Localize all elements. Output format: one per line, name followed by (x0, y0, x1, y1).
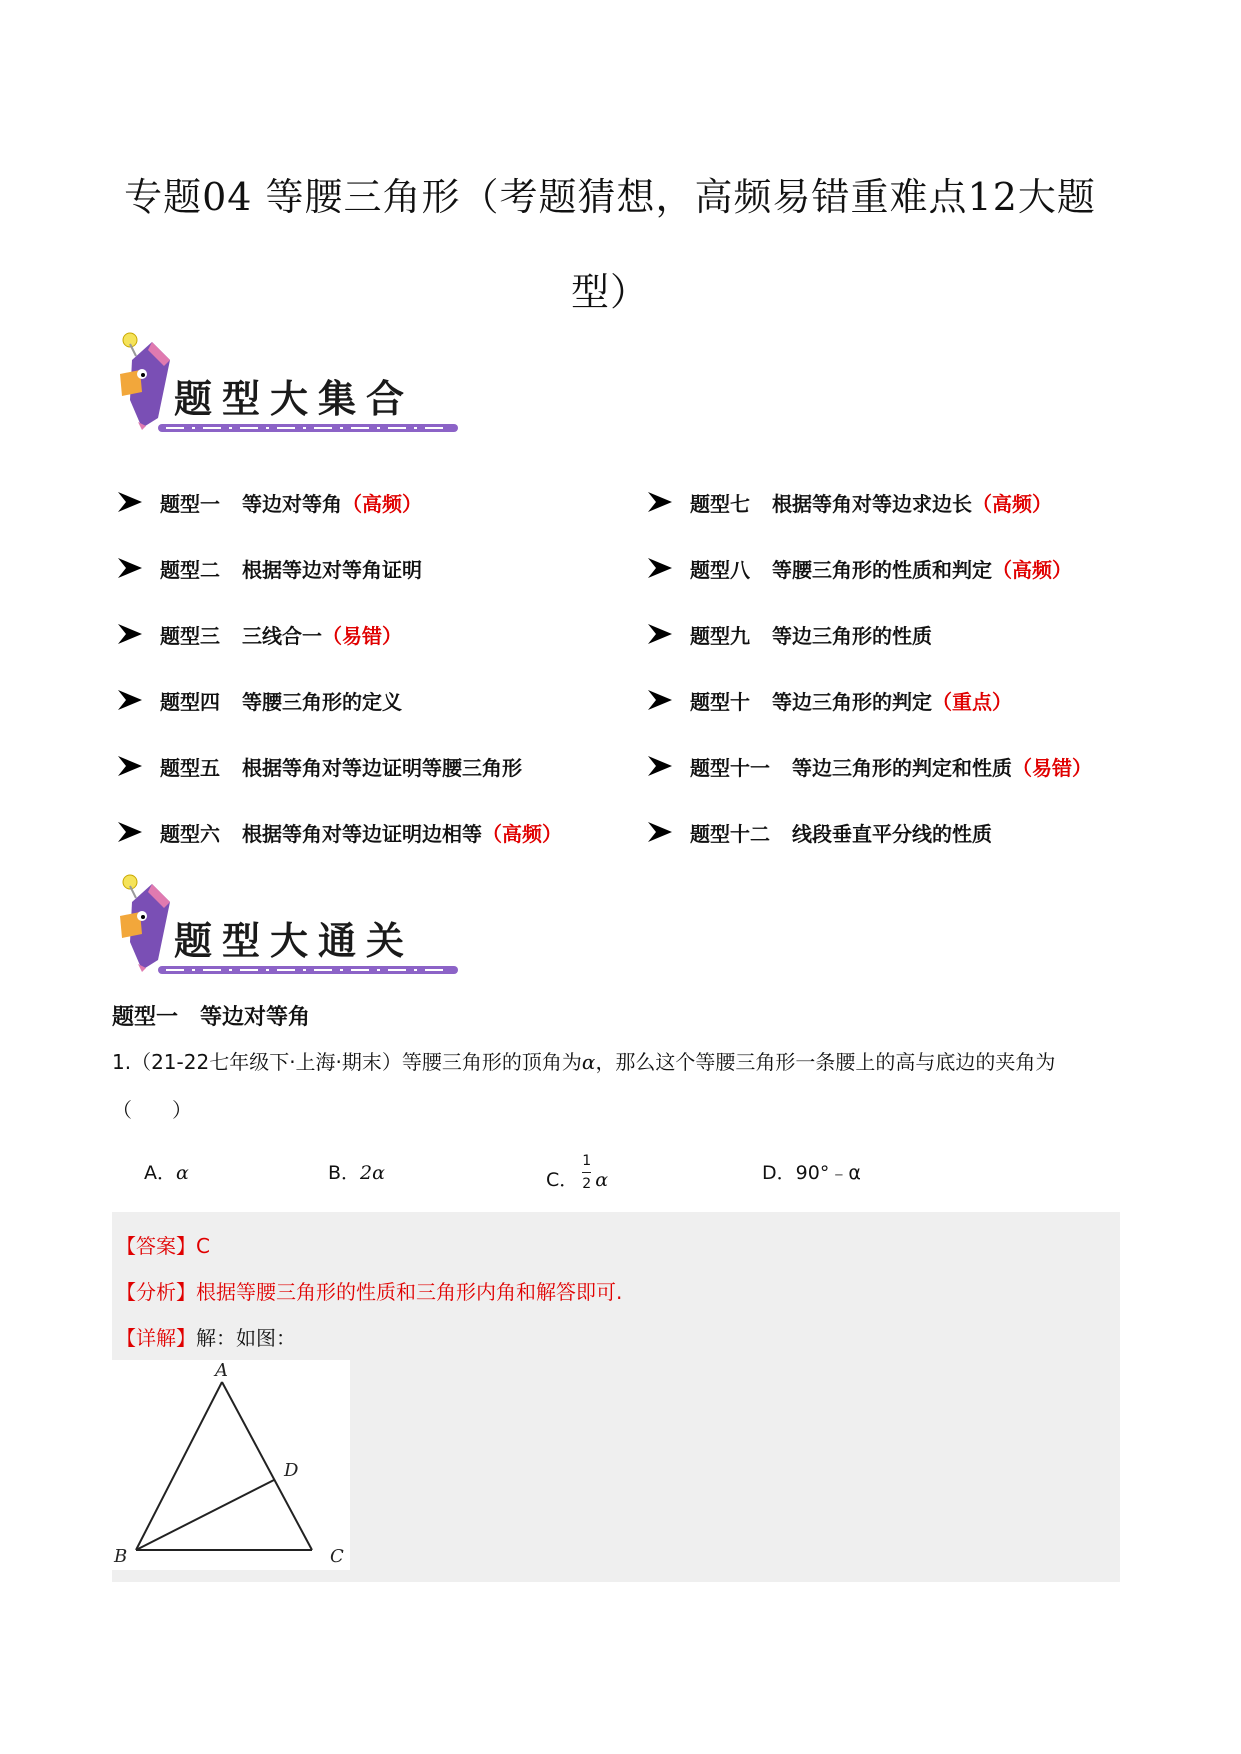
toc-item-tag: （高频） (992, 557, 1072, 582)
banner-question-pass (112, 872, 457, 982)
choice-d[interactable] (762, 1158, 861, 1185)
fraction-denominator: 2 (582, 1172, 591, 1195)
toc-item-label: 题型二 (160, 557, 220, 582)
toc-item-label: 题型十一 (690, 755, 770, 780)
toc-item-label: 题型五 (160, 755, 220, 780)
toc-item-name: 等腰三角形的性质和判定 (772, 557, 992, 582)
choice-a-value: α (176, 1162, 189, 1184)
toc-item-label: 题型六 (160, 821, 220, 846)
banner-underline (158, 964, 458, 976)
altitude-bd (136, 1480, 274, 1550)
page-title (110, 150, 1110, 340)
toc-item-label: 题型七 (690, 491, 750, 516)
toc-item-name: 等腰三角形的定义 (242, 689, 402, 714)
side-ab (136, 1382, 222, 1550)
triangle-figure (112, 1360, 350, 1570)
toc-item[interactable] (116, 619, 402, 649)
vertex-label-c: C (330, 1546, 344, 1567)
toc-item[interactable] (646, 553, 1072, 583)
toc-item-name: 等边对等角 (242, 491, 342, 516)
toc-item[interactable] (646, 751, 1092, 781)
analysis-text: 根据等腰三角形的性质和三角形内角和解答即可. (196, 1280, 623, 1304)
choice-d-label: D． (762, 1162, 796, 1184)
toc-item-name: 三线合一 (242, 623, 322, 648)
choice-b-label: B． (328, 1162, 361, 1184)
analysis-line (116, 1276, 622, 1305)
arrow-bullet-icon (116, 820, 144, 844)
detail-label: 【详解】 (116, 1326, 196, 1350)
answer-label: 【答案】 (116, 1234, 196, 1258)
toc-item-name: 等边三角形的判定 (772, 689, 932, 714)
banner-underline (158, 422, 458, 434)
toc-item[interactable] (116, 685, 402, 715)
banner-question-collection (112, 330, 457, 440)
detail-text: 解：如图： (196, 1326, 296, 1350)
toc-item-tag: （易错） (322, 623, 402, 648)
banner-title: 题型大通关 (174, 918, 415, 963)
toc-item-name: 等边三角形的性质 (772, 623, 932, 648)
toc-item-label: 题型九 (690, 623, 750, 648)
question-stem (112, 1038, 1122, 1134)
toc-item-name: 根据等边对等角证明 (242, 557, 422, 582)
question-text-before: 1.（21-22七年级下·上海·期末）等腰三角形的顶角为 (112, 1050, 582, 1074)
answer-value: C (196, 1234, 210, 1258)
toc-item-name: 根据等角对等边证明边相等 (242, 821, 482, 846)
section-heading: 题型一 等边对等角 (112, 1005, 311, 1030)
question-text-after: ，那么这个等腰三角形一条腰上的高与底边的夹角为（ ） (112, 1050, 1056, 1122)
detail-line (116, 1322, 296, 1351)
toc-item-name: 等边三角形的判定和性质 (792, 755, 1012, 780)
choice-c-var: α (595, 1169, 609, 1191)
answer-box (112, 1212, 1120, 1582)
toc-item-tag: （高频） (972, 491, 1052, 516)
fraction-numerator: 1 (582, 1153, 592, 1169)
vertex-label-d: D (284, 1460, 299, 1481)
arrow-bullet-icon (646, 556, 674, 580)
toc-item-name: 线段垂直平分线的性质 (792, 821, 992, 846)
arrow-bullet-icon (116, 622, 144, 646)
side-ac (222, 1382, 312, 1550)
arrow-bullet-icon (116, 688, 144, 712)
title-line-1: 专题04 等腰三角形（考题猜想，高频易错重难点12大题 (124, 175, 1096, 219)
toc-item-tag: （高频） (482, 821, 562, 846)
choice-a-label: A． (144, 1162, 176, 1184)
arrow-bullet-icon (116, 754, 144, 778)
toc-item[interactable] (116, 751, 522, 781)
choice-b-value: 2α (360, 1162, 385, 1184)
arrow-bullet-icon (646, 820, 674, 844)
choice-b[interactable] (328, 1158, 385, 1185)
toc-item-label: 题型十二 (690, 821, 770, 846)
arrow-bullet-icon (646, 490, 674, 514)
arrow-bullet-icon (116, 490, 144, 514)
pencil-mascot-icon (112, 872, 182, 972)
toc-item-tag: （高频） (342, 491, 422, 516)
banner-title: 题型大集合 (174, 376, 415, 421)
toc-item[interactable] (646, 487, 1052, 517)
analysis-label: 【分析】 (116, 1280, 196, 1304)
triangle-diagram (112, 1360, 350, 1570)
toc-item-tag: （重点） (932, 689, 1012, 714)
toc-item-label: 题型十 (690, 689, 750, 714)
toc-item[interactable] (646, 685, 1012, 715)
toc-item-label: 题型一 (160, 491, 220, 516)
toc-item-name: 根据等角对等边求边长 (772, 491, 972, 516)
choice-a[interactable] (144, 1158, 189, 1185)
toc-item-label: 题型三 (160, 623, 220, 648)
choice-c-label: C． (546, 1169, 579, 1191)
toc-item[interactable] (646, 817, 992, 847)
toc-item[interactable] (116, 817, 562, 847)
answer-line (116, 1230, 210, 1259)
toc-item[interactable] (116, 487, 422, 517)
toc-item[interactable] (646, 619, 932, 649)
fraction (582, 1150, 591, 1195)
choice-d-value: 90°﹣α (795, 1162, 861, 1184)
arrow-bullet-icon (116, 556, 144, 580)
title-line-2: 型） (570, 270, 649, 314)
arrow-bullet-icon (646, 688, 674, 712)
vertex-label-b: B (114, 1546, 128, 1567)
toc-item-label: 题型八 (690, 557, 750, 582)
arrow-bullet-icon (646, 622, 674, 646)
toc-item-name: 根据等角对等边证明等腰三角形 (242, 755, 522, 780)
pencil-mascot-icon (112, 330, 182, 430)
choice-c[interactable] (546, 1153, 609, 1203)
toc-item-tag: （易错） (1012, 755, 1092, 780)
alpha-symbol: α (581, 1050, 596, 1074)
vertex-label-a: A (215, 1360, 228, 1381)
arrow-bullet-icon (646, 754, 674, 778)
toc-item-label: 题型四 (160, 689, 220, 714)
toc-item[interactable] (116, 553, 422, 583)
